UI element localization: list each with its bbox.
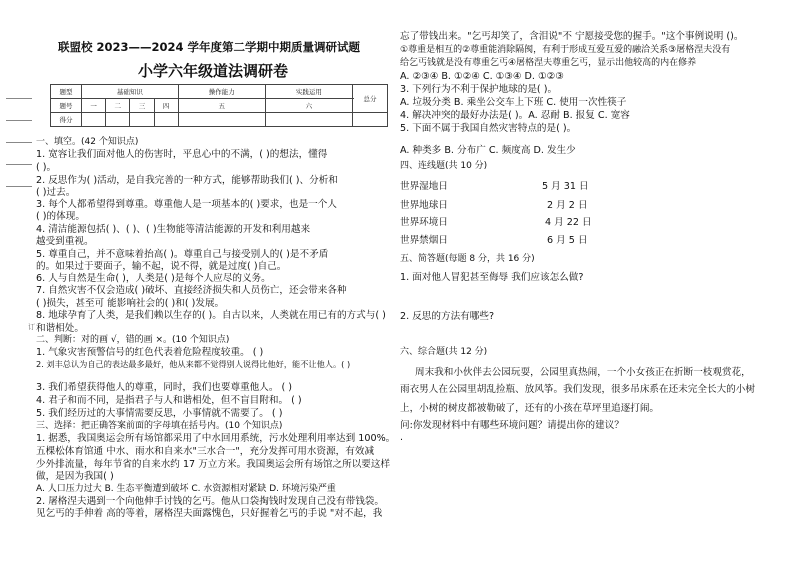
score-cell[interactable] bbox=[178, 113, 265, 127]
passage-line: 上，小树的树皮都被勒破了，还有的小孩在草坪里追逐打闹。 bbox=[400, 403, 660, 414]
matching-left-item[interactable]: 世界禁烟日 bbox=[400, 235, 448, 246]
table-cell bbox=[353, 85, 388, 113]
table-cell-text: 总分 bbox=[363, 95, 377, 103]
question-line: 问:你发现材料中有哪些环境问题？请提出你的建议？ bbox=[400, 420, 624, 431]
exam-title: 联盟校 2023——2024 学年度第二学期中期质量调研试题 bbox=[58, 40, 361, 54]
question-line: 4. 清洁能源包括( )、( )、( )生物能等清洁能源的开发和利用越来 bbox=[36, 224, 311, 235]
binding-line bbox=[6, 164, 32, 165]
question-line: 3. 我们希望获得他人的尊重，同时，我们也要尊重他人。 ( ) bbox=[36, 382, 293, 393]
section-heading: 四、连线题(共 10 分) bbox=[400, 161, 488, 171]
table-cell: 三 bbox=[130, 99, 154, 113]
matching-left-item[interactable]: 世界湿地日 bbox=[400, 181, 448, 192]
table-cell: 实践运用 bbox=[265, 85, 352, 99]
table-cell: 六 bbox=[265, 99, 352, 113]
question-line: ( )损失，甚至可 能影响社会的( )和( )发展。 bbox=[36, 298, 225, 309]
table-row bbox=[51, 99, 388, 113]
section-heading: 一、填空。(42 个知识点) bbox=[36, 137, 139, 147]
table-cell: 得分 bbox=[51, 113, 82, 127]
table-row bbox=[51, 85, 388, 99]
question-line: 五棵松体育馆通 中水、雨水和自来水"三水合一"，充分发挥可用水资源，有效减 bbox=[36, 446, 375, 457]
table-cell: 题型 bbox=[51, 85, 82, 99]
question-line: 见乞丐的手伸着 高的等着，屠格涅夫面露愧色，只好握着乞丐的手说 "对不起，我 bbox=[36, 508, 383, 519]
section-heading: 五、简答题(每题 8 分，共 16 分) bbox=[400, 254, 535, 264]
matching-left-item[interactable]: 世界环境日 bbox=[400, 217, 448, 228]
question-line: 2. 刘丰总认为自己的表达最多最好，他从来都不觉得别人说得比他好，能不让他人。( ) bbox=[36, 359, 351, 369]
question-line: ( )的体现。 bbox=[36, 211, 85, 222]
question-line: 7. 自然灾害不仅会造成( )破坏、直接经济损失和人员伤亡，还会带来各种 bbox=[36, 285, 347, 296]
table-cell: 二 bbox=[106, 99, 130, 113]
score-cell[interactable] bbox=[154, 113, 178, 127]
margin-mark: 订 bbox=[28, 323, 35, 331]
table-row bbox=[51, 113, 388, 127]
question-line: 做，是因为我国( ) bbox=[36, 471, 114, 482]
question-line: 的。如果过于要面子，输不起，说不得，就是过度( )自己。 bbox=[36, 261, 287, 272]
score-cell[interactable] bbox=[82, 113, 106, 127]
section-heading: 六、综合题(共 12 分) bbox=[400, 347, 488, 357]
question-line: ①尊重是相互的②尊重能消除隔阂，有利于形成互爱互爱的融洽关系③屠格涅夫没有 bbox=[400, 45, 731, 55]
answer-options: A. 人口压力过大 B. 生态平衡遭到破坏 C. 水资源相对紧缺 D. 环境污染严重 bbox=[36, 484, 336, 494]
question-line: 4. 解决冲突的最好办法是( )。A. 忍耐 B. 报复 C. 宽容 bbox=[400, 110, 630, 121]
section-heading: 二、判断：对的画 √，错的画 ×。(10 个知识点) bbox=[36, 335, 230, 345]
matching-right-item[interactable]: 5 月 31 日 bbox=[542, 181, 589, 192]
question-line: ( )。 bbox=[36, 162, 57, 173]
question-line: 4. 君子和而不同，是指君子与人和谐相处，但不盲目附和。 ( ) bbox=[36, 395, 302, 406]
score-cell[interactable] bbox=[265, 113, 352, 127]
question-line: 5. 尊重自己，并不意味着抬高( )。尊重自己与接受别人的( )是不矛盾 bbox=[36, 249, 329, 260]
question-line: 5. 下面不属于我国自然灾害特点的是( )。 bbox=[400, 123, 577, 134]
answer-options: A. ②③④ B. ①②④ C. ①③④ D. ①②③ bbox=[400, 71, 564, 82]
table-cell: 基础知识 bbox=[82, 85, 179, 99]
score-cell[interactable] bbox=[353, 113, 388, 127]
question-line: 越受到重视。 bbox=[36, 236, 94, 247]
question-line: 2. 屠格涅夫遇到一个向他伸手讨钱的乞丐。他从口袋掏钱时发现自己没有带钱袋。 bbox=[36, 496, 384, 507]
answer-options: A. 种类多 B. 分布广 C. 频度高 D. 发生少 bbox=[400, 145, 576, 156]
score-table bbox=[50, 84, 388, 127]
question-line bbox=[36, 309, 386, 335]
matching-right-item[interactable]: 6 月 5 日 bbox=[547, 235, 588, 246]
matching-right-item[interactable]: 2 月 2 日 bbox=[547, 200, 588, 211]
question-line: 忘了带钱出来。"乞丐却笑了，含泪说"不 宁愿接受您的握手。"这个事例说明 ()。 bbox=[400, 31, 744, 42]
question-text: 8. 地球孕育了人类，是我们赖以生存的( )。自古以来，人类就在用已有的方式与( )和谐相处。 bbox=[36, 310, 386, 334]
paper-title: 小学六年级道法调研卷 bbox=[138, 62, 289, 80]
table-cell: 五 bbox=[178, 99, 265, 113]
question-line: 6. 人与自然是生命( )，人类是( )是每个人应尽的义务。 bbox=[36, 273, 271, 284]
question-line: 1. 宽容让我们面对他人的伤害时，平息心中的不满，( )的想法，懂得 bbox=[36, 149, 328, 160]
question-line: 1. 面对他人冒犯甚至侮辱 我们应该怎么做? bbox=[400, 272, 584, 283]
table-cell: 四 bbox=[154, 99, 178, 113]
question-line: 1. 气象灾害预警信号的红色代表着危险程度较重。 ( ) bbox=[36, 347, 264, 358]
section-heading: 三、选择：把正确答案前面的字母填在括号内。(10 个知识点) bbox=[36, 421, 283, 431]
table-cell: 题号 bbox=[51, 99, 82, 113]
question-line: 3. 每个人都希望得到尊重。尊重他人是一项基本的( )要求，也是一个人 bbox=[36, 199, 337, 210]
binding-line bbox=[6, 142, 32, 143]
table-cell: 一 bbox=[82, 99, 106, 113]
question-line: 1. 据悉，我国奥运会所有场馆都采用了中水回用系统，污水处理利用率达到 100%。 bbox=[36, 433, 396, 444]
passage-line: 周末我和小伙伴去公园玩耍，公园里真热闹，一个小女孩正在折断一枝观赏花， bbox=[415, 367, 751, 378]
table-cell: 操作能力 bbox=[178, 85, 265, 99]
matching-left-item[interactable]: 世界地球日 bbox=[400, 200, 448, 211]
question-line: 2. 反思作为( )活动，是自我完善的一种方式，能够帮助我们( )、分析和 bbox=[36, 175, 338, 186]
binding-line bbox=[6, 120, 32, 121]
score-cell[interactable] bbox=[106, 113, 130, 127]
answer-options: A. 垃圾分类 B. 乘坐公交车上下班 C. 使用一次性筷子 bbox=[400, 97, 627, 108]
passage-line: 雨衣男人在公园里胡乱捡瓶、放风筝。我们发现，很多吊床系在还未完全长大的小树 bbox=[400, 384, 755, 395]
question-line: 给乞丐钱就是没有尊重乞丐④屠格涅夫尊重乞丐，显示出他较高的内在修养 bbox=[400, 58, 697, 68]
binding-line bbox=[6, 98, 32, 99]
question-line: 5. 我们经历过的大事情需要反思，小事情就不需要了。 ( ) bbox=[36, 408, 283, 419]
matching-right-item[interactable]: 4 月 22 日 bbox=[545, 217, 592, 228]
question-line: 少外排流量，每年节省的自来水约 17 万立方米。我国奥运会所有场馆之所以要这样 bbox=[36, 459, 391, 470]
stray-mark: . bbox=[400, 432, 404, 443]
question-line: ( )过去。 bbox=[36, 187, 76, 198]
binding-line bbox=[6, 186, 32, 187]
question-line: 3. 下列行为不利于保护地球的是( )。 bbox=[400, 84, 558, 95]
question-line: 2. 反思的方法有哪些? bbox=[400, 311, 495, 322]
score-cell[interactable] bbox=[130, 113, 154, 127]
